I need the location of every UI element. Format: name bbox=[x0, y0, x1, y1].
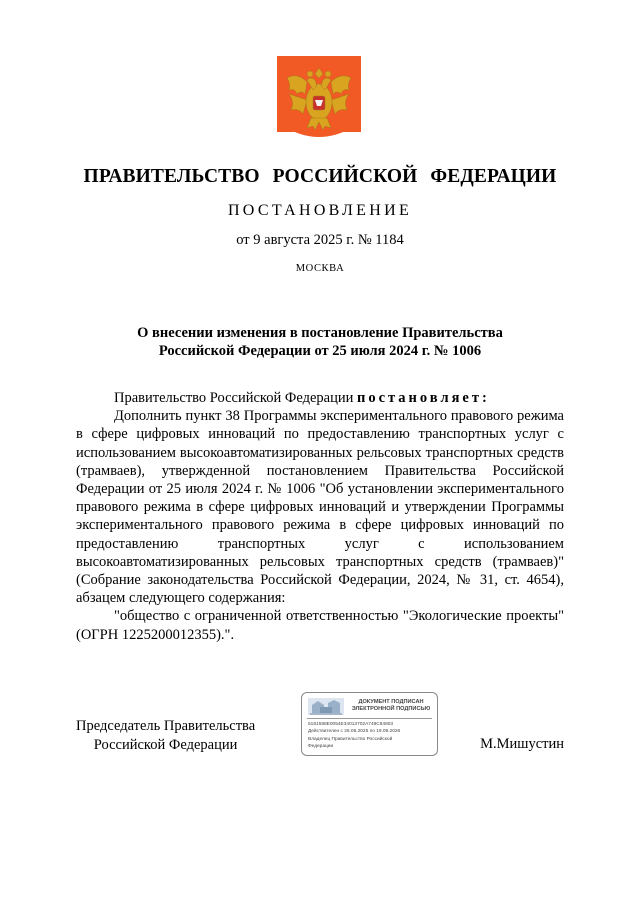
preamble-paragraph bbox=[76, 389, 564, 407]
heading-line-2: Российской Федерации от 25 июля 2024 г. № 1006 bbox=[158, 343, 482, 359]
government-title: ПРАВИТЕЛЬСТВО РОССИЙСКОЙ ФЕДЕРАЦИИ bbox=[83, 166, 557, 187]
stamp-owner-line-2: Федерации bbox=[308, 744, 334, 750]
stamp-title-line-2: ЭЛЕКТРОННОЙ ПОДПИСЬЮ bbox=[351, 706, 431, 712]
coat-of-arms-emblem bbox=[277, 56, 361, 144]
amendment-paragraph: Дополнить пункт 38 Программы экспериментального правового режима в сфере цифровых инноваций по предоставлению транспортных услуг с использованием высокоавтоматизированных рельсовых транспортных средств (трамваев), утвержденной постановлением Правительства Российской Федерации от 25 июля 2024 г. № 1006 "Об установлении экспериментального правового режима в сфере цифровых инноваций и утверждении Программы экспериментального правового режима в сфере цифровых инноваций по предоставлению транспортных услуг с использованием высокоавтоматизированных рельсовых транспортных средств (трамваев)" (Собрание законодательства Российской Федерации, 2024, № 31, ст. 4654), абзацем следующего содержания: bbox=[76, 408, 564, 607]
preamble-text: Правительство Российской Федерации bbox=[114, 390, 357, 406]
stamp-certificate: 5181588E0054E34013702A749C84803 bbox=[308, 722, 394, 727]
document-heading bbox=[0, 324, 640, 360]
signer-position-line-2: Российской Федерации bbox=[93, 736, 238, 753]
decree-word: постановляет: bbox=[356, 390, 490, 406]
stamp-divider bbox=[307, 718, 432, 719]
building-icon bbox=[308, 698, 344, 715]
heading-line-1: О внесении изменения в постановление Правительства bbox=[137, 325, 503, 341]
document-date-number: от 9 августа 2025 г. № 1184 bbox=[236, 232, 404, 248]
signer-position bbox=[76, 717, 255, 754]
stamp-title-line-1: ДОКУМЕНТ ПОДПИСАН bbox=[358, 699, 424, 705]
document-body bbox=[76, 389, 564, 644]
stamp-owner-line-1: Владелец Правительство Российской bbox=[308, 736, 393, 742]
stamp-details bbox=[308, 721, 400, 751]
stamp-title bbox=[346, 699, 436, 713]
stamp-validity: Действителен с 26.06.2025 по 19.09.2026 bbox=[308, 729, 401, 735]
signer-position-line-1: Председатель Правительства bbox=[76, 718, 256, 734]
document-type: ПОСТАНОВЛЕНИЕ bbox=[227, 202, 413, 219]
e-signature-stamp bbox=[301, 692, 438, 756]
new-clause-paragraph: "общество с ограниченной ответственностью "Экологические проекты" (ОГРН 1225200012355).". bbox=[76, 608, 564, 643]
city-name: МОСКВА bbox=[295, 263, 345, 274]
signer-name: М.Мишустин bbox=[480, 736, 564, 752]
